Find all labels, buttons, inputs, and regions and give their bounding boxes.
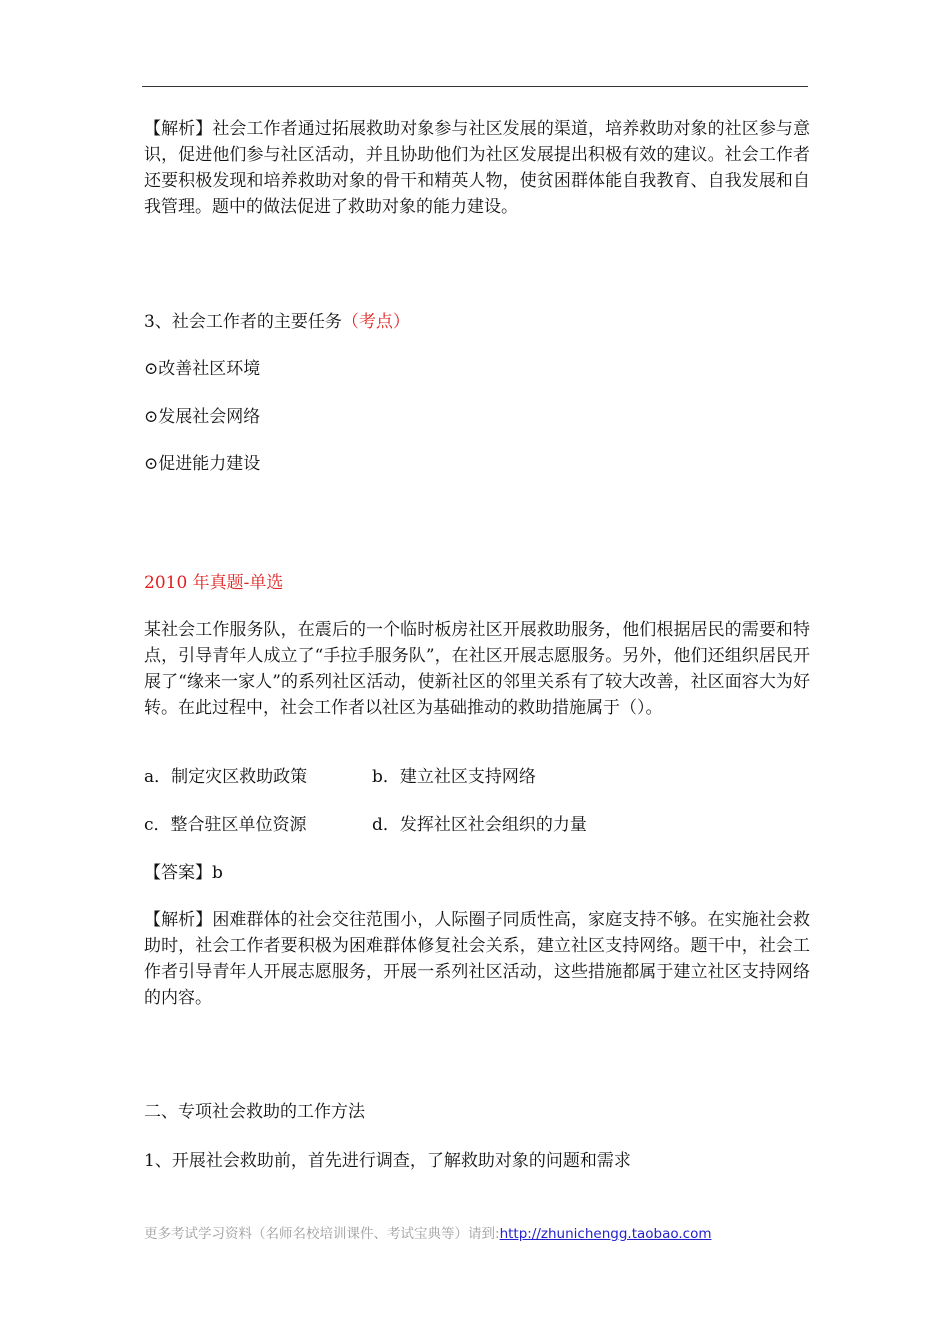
option-d: d．发挥社区社会组织的力量 — [372, 815, 587, 835]
option-a: a．制定灾区救助政策 — [144, 767, 308, 787]
analysis-paragraph-1: 【解析】社会工作者通过拓展救助对象参与社区发展的渠道，培养救助对象的社区参与意识，促进他们参与社区活动，并且协助他们为社区发展提出积极有效的建议。社会工作者还要积极发现和培养救助对象的骨干和精英人物，使贫困群体能自我教育、自我发展和自我管理。题中的做法促进了救助对象的能力建设。 — [144, 119, 810, 217]
section3-heading-text: 3、社会工作者的主要任务 — [144, 312, 342, 332]
task-item-3: ⊙促进能力建设 — [144, 454, 261, 474]
section3-heading — [144, 309, 810, 335]
footer-text: 更多考试学习资料（名师名校培训课件、考试宝典等）请到: — [144, 1226, 500, 1242]
footer — [144, 1224, 712, 1244]
section2-heading: 二、专项社会救助的工作方法 — [144, 1102, 365, 1122]
section3-tag: （考点） — [341, 312, 410, 332]
section2-item-1: 1、开展社会救助前，首先进行调查，了解救助对象的问题和需求 — [144, 1151, 631, 1171]
footer-link[interactable]: http://zhunichengg.taobao.com — [499, 1226, 712, 1242]
task-item-1: ⊙改善社区环境 — [144, 359, 261, 379]
header-rule — [142, 86, 808, 87]
exam-question: 某社会工作服务队，在震后的一个临时板房社区开展救助服务，他们根据居民的需要和特点，引导青年人成立了“手拉手服务队”，在社区开展志愿服务。另外，他们还组织居民开展了“缘来一家人”的系列社区活动，使新社区的邻里关系有了较大改善，社区面容大为好转。在此过程中，社会工作者以社区为基础推动的救助措施属于（）。 — [144, 620, 810, 718]
exam-answer: 【答案】b — [144, 863, 223, 883]
exam-analysis: 【解析】困难群体的社会交往范围小，人际圈子同质性高，家庭支持不够。在实施社会救助时，社会工作者要积极为困难群体修复社会关系，建立社区支持网络。题干中，社会工作者引导青年人开展志愿服务，开展一系列社区活动，这些措施都属于建立社区支持网络的内容。 — [144, 910, 810, 1008]
option-c: c．整合驻区单位资源 — [144, 815, 307, 835]
task-item-2: ⊙发展社会网络 — [144, 407, 261, 427]
option-b: b．建立社区支持网络 — [372, 767, 536, 787]
exam-title: 2010 年真题-单选 — [144, 573, 284, 593]
